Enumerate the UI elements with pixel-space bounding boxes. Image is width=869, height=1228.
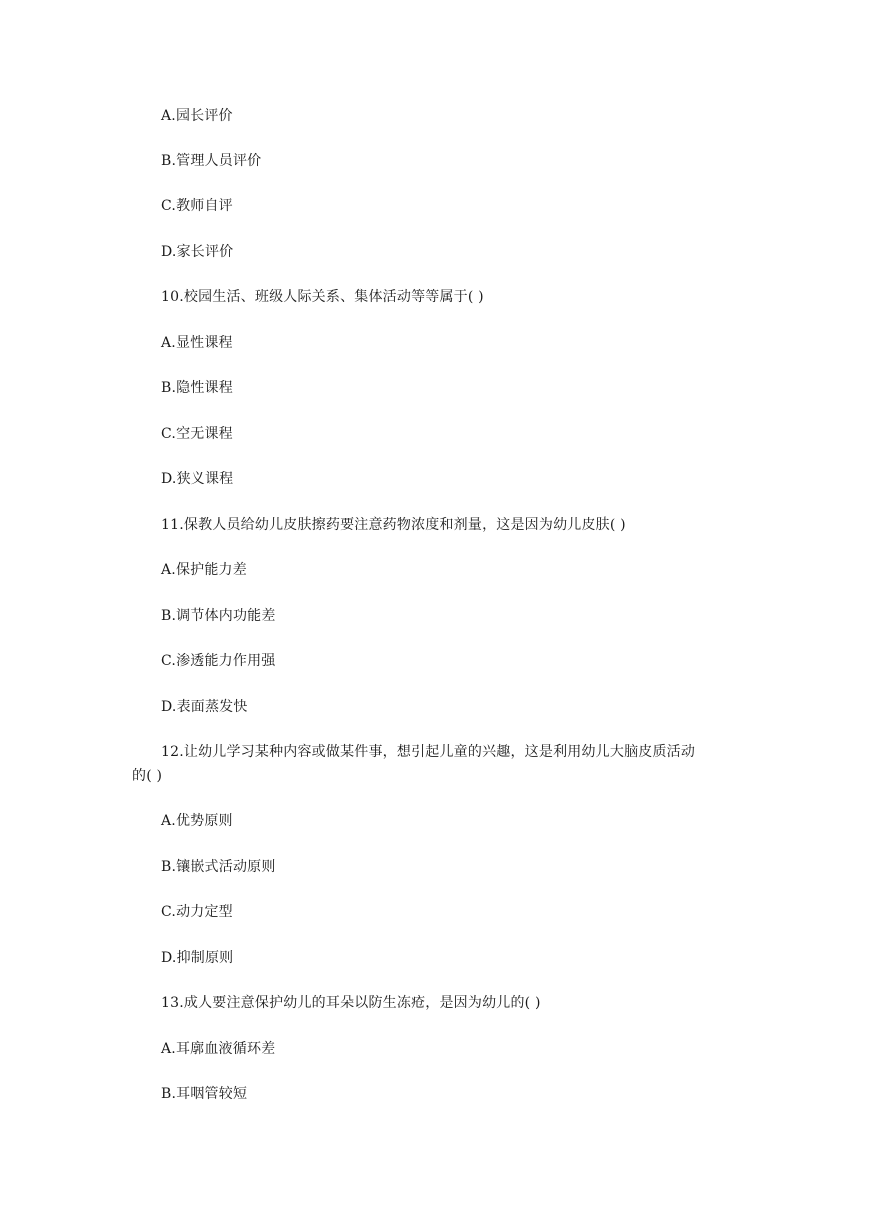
q9-option-d: D.家长评价: [161, 244, 234, 260]
q11-option-d: D.表面蒸发快: [161, 699, 248, 715]
q12-option-d: D.抑制原则: [161, 950, 234, 966]
q9-option-c: C.教师自评: [161, 198, 233, 214]
q13-option-a: A.耳廓血液循环差: [161, 1041, 276, 1057]
q12-option-a: A.优势原则: [161, 813, 233, 829]
q9-option-b: B.管理人员评价: [161, 153, 262, 169]
question-12-continued: 的( ): [132, 768, 163, 784]
q10-option-d: D.狭义课程: [161, 471, 234, 487]
q12-option-b: B.镶嵌式活动原则: [161, 859, 276, 875]
question-12: 12.让幼儿学习某种内容或做某件事，想引起儿童的兴趣，这是利用幼儿大脑皮质活动: [161, 744, 696, 760]
question-13: 13.成人要注意保护幼儿的耳朵以防生冻疮，是因为幼儿的( ): [161, 995, 541, 1011]
q12-option-c: C.动力定型: [161, 904, 233, 920]
q11-option-a: A.保护能力差: [161, 562, 247, 578]
q10-option-c: C.空无课程: [161, 426, 233, 442]
q10-option-a: A.显性课程: [161, 335, 233, 351]
question-11: 11.保教人员给幼儿皮肤擦药要注意药物浓度和剂量，这是因为幼儿皮肤( ): [161, 517, 626, 533]
question-10: 10.校园生活、班级人际关系、集体活动等等属于( ): [161, 289, 484, 305]
q10-option-b: B.隐性课程: [161, 380, 233, 396]
q13-option-b: B.耳咽管较短: [161, 1086, 248, 1102]
q11-option-c: C.渗透能力作用强: [161, 653, 276, 669]
q11-option-b: B.调节体内功能差: [161, 608, 276, 624]
q9-option-a: A.园长评价: [161, 108, 233, 124]
